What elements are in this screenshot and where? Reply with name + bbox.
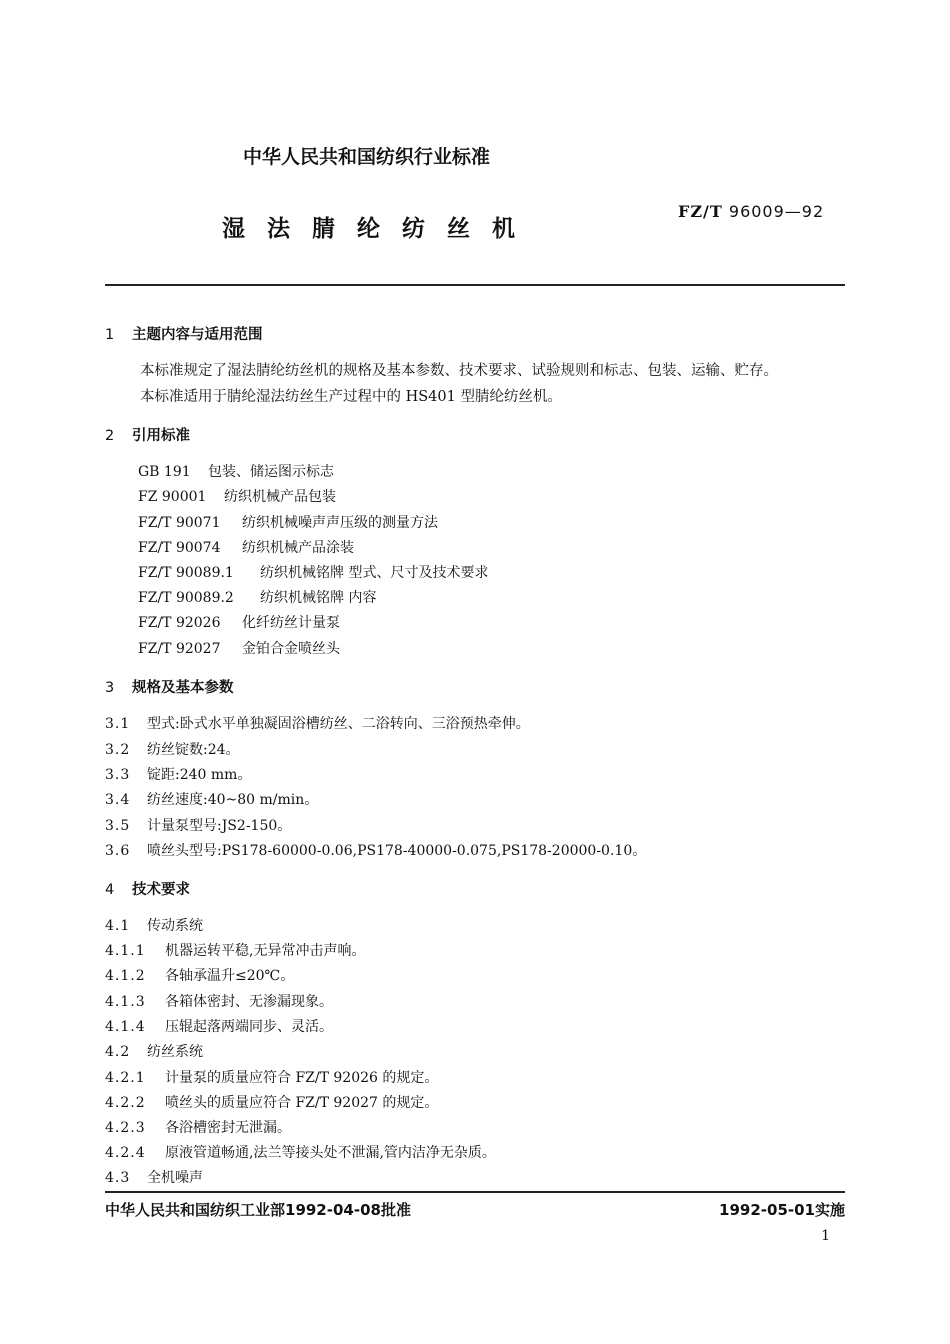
- clause-item: [105, 815, 291, 835]
- clause-number: 4.3: [105, 1170, 131, 1186]
- reference-item: [138, 612, 340, 632]
- clause-text: 纺丝系统: [147, 1044, 203, 1060]
- reference-item: [138, 461, 334, 481]
- clause-number: 4.2: [105, 1044, 131, 1060]
- clause-text: 型式:卧式水平单独凝固浴槽纺丝、二浴转向、三浴预热牵伸。: [147, 716, 530, 732]
- clause-number: 4.2.2: [105, 1095, 146, 1111]
- page-number: 1: [821, 1228, 830, 1244]
- clause-item: [105, 1167, 203, 1187]
- clause-item: [105, 991, 333, 1011]
- approval-line: 中华人民共和国纺织工业部1992-04-08批准: [105, 1201, 411, 1219]
- clause-text: 传动系统: [147, 918, 203, 934]
- reference-item: [138, 486, 336, 506]
- clause-item: [105, 965, 294, 985]
- clause-number: 4.1: [105, 918, 131, 934]
- clause-text: 喷丝头型号:PS178-60000-0.06,PS178-40000-0.075,PS178-20000-0.10。: [147, 843, 647, 859]
- reference-code: FZ/T 92026: [138, 615, 221, 631]
- reference-code: FZ/T 90089.2: [138, 590, 234, 606]
- reference-code: GB 191: [138, 464, 191, 480]
- reference-title: 包装、储运图示标志: [208, 464, 334, 480]
- section-title: 规格及基本参数: [132, 680, 234, 696]
- reference-title: 纺织机械产品涂装: [242, 540, 354, 556]
- clause-text: 各浴槽密封无泄漏。: [165, 1120, 291, 1136]
- clause-text: 压辊起落两端同步、灵活。: [165, 1019, 333, 1035]
- clause-text: 机器运转平稳,无异常冲击声响。: [165, 943, 366, 959]
- reference-title: 纺织机械铭牌 型式、尺寸及技术要求: [260, 565, 489, 581]
- footer-divider: [105, 1191, 845, 1193]
- clause-number: 3.3: [105, 767, 131, 783]
- clause-item: [105, 1041, 203, 1061]
- section-number: 2: [105, 428, 115, 444]
- issuing-organization: 中华人民共和国纺织行业标准: [243, 146, 491, 168]
- clause-item: [105, 789, 318, 809]
- clause-item: [105, 1117, 291, 1137]
- clause-number: 3.4: [105, 792, 131, 808]
- clause-item: [105, 1142, 496, 1162]
- section-title: 技术要求: [132, 882, 190, 898]
- clause-item: [105, 915, 203, 935]
- code-prefix: FZ/T: [678, 202, 723, 221]
- reference-title: 化纤纺丝计量泵: [242, 615, 340, 631]
- clause-number: 3.1: [105, 716, 131, 732]
- clause-text: 各轴承温升≤20℃。: [165, 968, 295, 984]
- clause-text: 纺丝速度:40~80 m/min。: [147, 792, 319, 808]
- section-3-heading: [105, 676, 234, 697]
- reference-item: [138, 512, 438, 532]
- section-2-heading: [105, 424, 190, 445]
- code-number: 96009—92: [728, 202, 825, 221]
- clause-item: [105, 739, 240, 759]
- clause-item: [105, 1067, 438, 1087]
- clause-text: 计量泵型号:JS2-150。: [147, 818, 292, 834]
- section-1-heading: [105, 323, 263, 344]
- reference-code: FZ/T 92027: [138, 641, 221, 657]
- clause-item: [105, 940, 365, 960]
- clause-number: 4.2.3: [105, 1120, 146, 1136]
- implementation-date: 1992-05-01实施: [719, 1201, 845, 1219]
- reference-title: 纺织机械噪声声压级的测量方法: [242, 515, 438, 531]
- clause-number: 4.2.4: [105, 1145, 146, 1161]
- section-4-heading: [105, 878, 190, 899]
- standard-title: 湿法腈纶纺丝机: [222, 216, 537, 242]
- reference-item: [138, 587, 376, 607]
- clause-text: 喷丝头的质量应符合 FZ/T 92027 的规定。: [165, 1095, 439, 1111]
- reference-title: 纺织机械铭牌 内容: [260, 590, 377, 606]
- reference-item: [138, 638, 340, 658]
- clause-text: 全机噪声: [147, 1170, 203, 1186]
- reference-code: FZ 90001: [138, 489, 207, 505]
- header-divider: [105, 284, 845, 286]
- clause-number: 3.5: [105, 818, 131, 834]
- reference-item: [138, 562, 488, 582]
- clause-text: 纺丝锭数:24。: [147, 742, 240, 758]
- section-title: 主题内容与适用范围: [132, 327, 263, 343]
- reference-title: 纺织机械产品包装: [224, 489, 336, 505]
- section-1-paragraph-1: 本标准规定了湿法腈纶纺丝机的规格及基本参数、技术要求、试验规则和标志、包装、运输、贮存。: [140, 363, 778, 379]
- clause-text: 原液管道畅通,法兰等接头处不泄漏,管内洁净无杂质。: [165, 1145, 496, 1161]
- clause-item: [105, 713, 530, 733]
- clause-number: 4.2.1: [105, 1070, 146, 1086]
- clause-number: 4.1.2: [105, 968, 146, 984]
- reference-code: FZ/T 90071: [138, 515, 221, 531]
- clause-number: 4.1.1: [105, 943, 146, 959]
- clause-text: 锭距:240 mm。: [147, 767, 252, 783]
- section-number: 1: [105, 327, 115, 343]
- clause-number: 4.1.4: [105, 1019, 146, 1035]
- clause-item: [105, 1016, 333, 1036]
- section-title: 引用标准: [132, 428, 190, 444]
- clause-item: [105, 1092, 438, 1112]
- clause-number: 3.6: [105, 843, 131, 859]
- clause-item: [105, 764, 251, 784]
- reference-title: 金铂合金喷丝头: [242, 641, 340, 657]
- section-1-paragraph-2: 本标准适用于腈纶湿法纺丝生产过程中的 HS401 型腈纶纺丝机。: [140, 389, 562, 405]
- standard-code: [678, 202, 824, 221]
- clause-number: 3.2: [105, 742, 131, 758]
- section-number: 4: [105, 882, 115, 898]
- reference-code: FZ/T 90074: [138, 540, 221, 556]
- clause-number: 4.1.3: [105, 994, 146, 1010]
- clause-text: 计量泵的质量应符合 FZ/T 92026 的规定。: [165, 1070, 439, 1086]
- clause-text: 各箱体密封、无渗漏现象。: [165, 994, 333, 1010]
- clause-item: [105, 840, 646, 860]
- reference-item: [138, 537, 354, 557]
- section-number: 3: [105, 680, 115, 696]
- reference-code: FZ/T 90089.1: [138, 565, 234, 581]
